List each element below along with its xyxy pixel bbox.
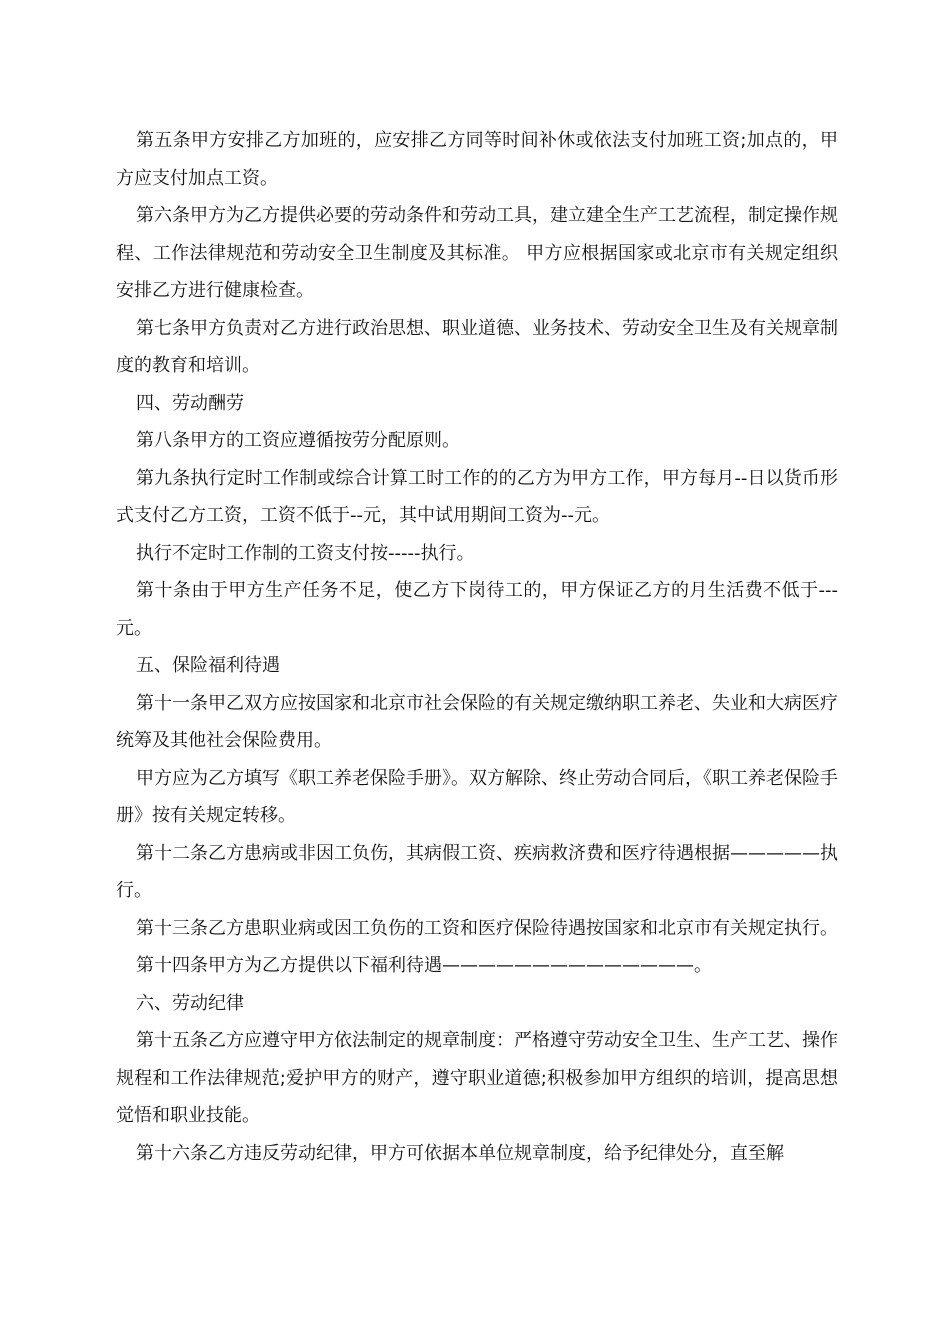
section-heading-remuneration: 四、劳动酬劳 bbox=[136, 392, 244, 414]
clause-9-wage-payment: 第九条执行定时工作制或综合计算工时工作的的乙方为甲方工作，甲方每月--日以货币形式支付乙方工资，工资不低于--元，其中试用期间工资为--元。 bbox=[116, 467, 838, 526]
clause-12-sick-leave: 第十二条乙方患病或非因工负伤，其病假工资、疾病救济费和医疗待遇根据—————执行。 bbox=[116, 842, 838, 901]
clause-10-living-allowance: 第十条由于甲方生产任务不足，使乙方下岗待工的，甲方保证乙方的月生活费不低于---元。 bbox=[116, 580, 838, 639]
clause-11-social-insurance: 第十一条甲乙双方应按国家和北京市社会保险的有关规定缴纳职工养老、失业和大病医疗统筹及其他社会保险费用。 bbox=[116, 692, 838, 751]
clause-13-occupational-injury: 第十三条乙方患职业病或因工负伤的工资和医疗保险待遇按国家和北京市有关规定执行。 bbox=[136, 917, 838, 939]
clause-14-benefits: 第十四条甲方为乙方提供以下福利待遇——————————————。 bbox=[136, 955, 712, 976]
clause-9-irregular-hours: 执行不定时工作制的工资支付按-----执行。 bbox=[136, 542, 475, 564]
clause-7-training: 第七条甲方负责对乙方进行政治思想、职业道德、业务技术、劳动安全卫生及有关规章制度的教育和培训。 bbox=[116, 317, 838, 376]
section-heading-discipline: 六、劳动纪律 bbox=[136, 992, 244, 1014]
clause-8-wage-principle: 第八条甲方的工资应遵循按劳分配原则。 bbox=[136, 430, 460, 451]
clause-16-disciplinary-action: 第十六条乙方违反劳动纪律，甲方可依据本单位规章制度，给予纪律处分，直至解 bbox=[136, 1142, 784, 1164]
document-body bbox=[116, 122, 838, 1172]
clause-11-pension-handbook: 甲方应为乙方填写《职工养老保险手册》。双方解除、终止劳动合同后，《职工养老保险手册》按有关规定转移。 bbox=[116, 767, 838, 826]
clause-6-work-conditions: 第六条甲方为乙方提供必要的劳动条件和劳动工具，建立建全生产工艺流程，制定操作规程、工作法律规范和劳动安全卫生制度及其标准。 甲方应根据国家或北京市有关规定组织安排乙方进行健康检查。 bbox=[116, 205, 838, 301]
clause-15-rules-compliance: 第十五条乙方应遵守甲方依法制定的规章制度：严格遵守劳动安全卫生、生产工艺、操作规程和工作法律规范;爱护甲方的财产，遵守职业道德;积极参加甲方组织的培训，提高思想觉悟和职业技能。 bbox=[116, 1030, 838, 1126]
section-heading-insurance: 五、保险福利待遇 bbox=[136, 655, 280, 676]
clause-5-overtime: 第五条甲方安排乙方加班的，应安排乙方同等时间补休或依法支付加班工资;加点的，甲方应支付加点工资。 bbox=[116, 130, 838, 189]
